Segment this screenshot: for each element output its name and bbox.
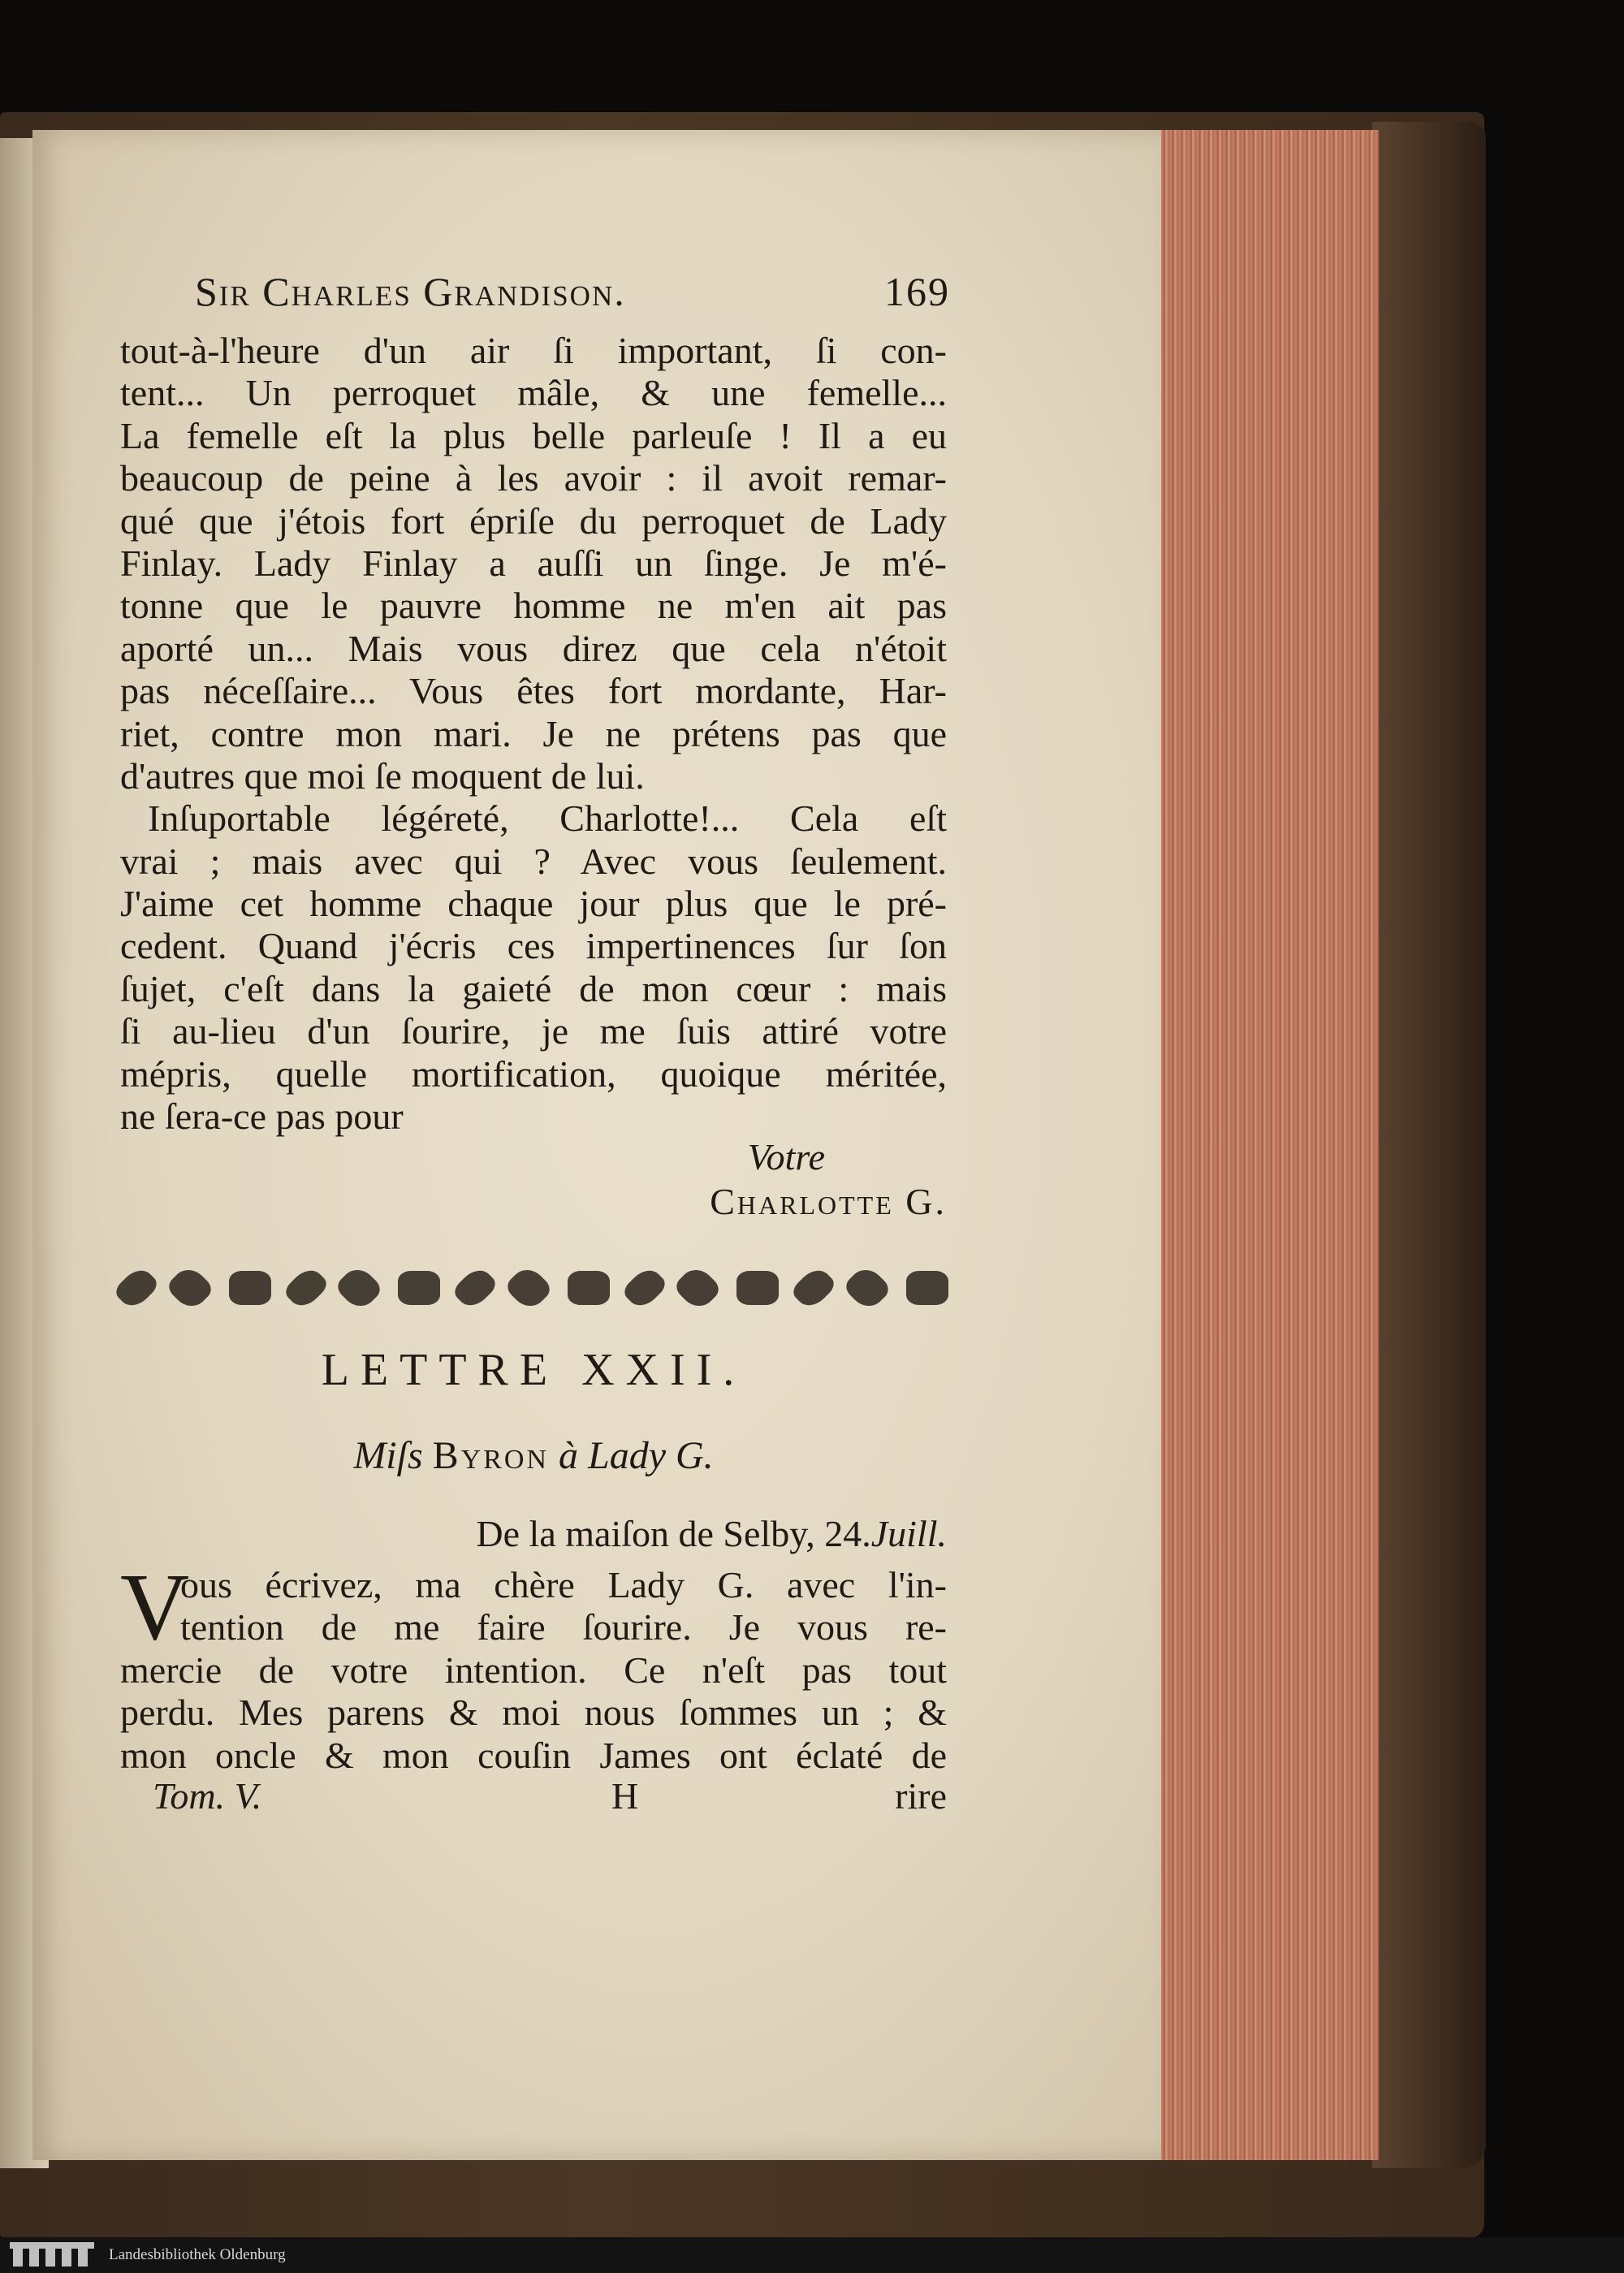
ornament-icon — [620, 1264, 668, 1312]
text-line: mercie de votre intention. Ce n'eſt pas tout — [120, 1649, 947, 1691]
page-number: 169 — [884, 269, 950, 314]
text-line: tention de me faire ſourire. Je vous re- — [180, 1606, 947, 1649]
dateline — [120, 1512, 947, 1555]
text-line: mon oncle & mon couſin James ont éclaté de — [120, 1734, 947, 1776]
addressee-prep: à — [559, 1434, 579, 1477]
text-line: beaucoup de peine à les avoir : il avoit remar- — [120, 457, 947, 499]
dateline-place: De la maiſon de Selby, 24. — [476, 1513, 871, 1554]
text-line: Finlay. Lady Finlay a auſſi un ſinge. Je m'é- — [120, 542, 947, 584]
letter-body — [120, 1554, 947, 1776]
text-line: tout-à-l'heure d'un air ſi important, ſi con- — [120, 330, 947, 371]
catchword: rire — [895, 1775, 947, 1817]
ornament-icon — [736, 1271, 779, 1305]
ornament-icon — [503, 1263, 554, 1313]
dateline-month: Juill. — [870, 1513, 947, 1554]
text-line: perdu. Mes parens & moi nous ſommes un ; & — [120, 1692, 947, 1734]
text-line: qué que j'étois fort épriſe du perroquet de Lady — [120, 499, 947, 542]
ornament-icon — [568, 1271, 610, 1305]
ornament-icon — [334, 1263, 384, 1313]
closing-word: Votre — [747, 1136, 825, 1178]
text-line: riet, contre mon mari. Je ne prétens pas que — [120, 712, 947, 754]
ornament-icon — [165, 1263, 215, 1313]
ornament-icon — [451, 1264, 499, 1312]
ornament-icon — [842, 1263, 892, 1313]
text-line: J'aime cet homme chaque jour plus que le pré- — [120, 883, 947, 925]
text-line: ne ſera-ce pas pour — [120, 1095, 404, 1138]
running-head-title: Sir Charles Grandison. — [195, 269, 626, 314]
text-line: ſi au-lieu d'un ſourire, je me ſuis attiré votre — [120, 1010, 947, 1052]
text-line: ſujet, c'eſt dans la gaieté de mon cœur : mais — [120, 967, 947, 1009]
text-line: tent... Un perroquet mâle, & une femelle... — [120, 372, 947, 414]
ornament-icon — [398, 1271, 440, 1305]
text-line: La femelle eſt la plus belle parleuſe ! Il a eu — [120, 414, 947, 456]
running-head — [195, 268, 950, 317]
ornament-icon — [789, 1264, 837, 1312]
addressee-from: Miſs — [353, 1434, 423, 1477]
library-bar — [0, 2237, 1624, 2273]
ornament-icon — [906, 1271, 948, 1305]
body-text — [120, 329, 947, 1137]
letter-heading: LETTRE XXII. — [321, 1345, 746, 1395]
page-fore-edge — [1157, 130, 1379, 2160]
text-line: cedent. Quand j'écris ces impertinences ſur ſon — [120, 925, 947, 967]
page-footer — [120, 1774, 947, 1823]
signature-mark: H — [611, 1775, 639, 1817]
text-line: ous écrivez, ma chère Lady G. avec l'in- — [180, 1564, 947, 1605]
volume-number: Tom. V. — [153, 1775, 262, 1817]
letter-addressee — [120, 1433, 947, 1478]
library-building-icon — [6, 2242, 97, 2268]
text-line: pas néceſſaire... Vous êtes fort mordante, Har- — [120, 670, 947, 712]
closing-signature: Charlotte G. — [710, 1181, 947, 1222]
book-cover-edge — [1372, 122, 1486, 2168]
text-line: Inſuportable légéreté, Charlotte!... Cela eſt — [148, 797, 947, 840]
ornament-band — [122, 1263, 948, 1313]
text-line: vrai ; mais avec qui ? Avec vous ſeulement. — [120, 840, 947, 882]
drop-cap: V — [120, 1554, 190, 1660]
ornament-icon — [229, 1271, 271, 1305]
ornament-icon — [672, 1263, 723, 1313]
ornament-icon — [282, 1264, 330, 1312]
text-line: d'autres que moi ſe moquent de lui. — [120, 754, 645, 797]
addressee-to: Lady G. — [588, 1434, 714, 1477]
addressee-from-name: Byron — [432, 1434, 550, 1477]
text-line: aporté un... Mais vous direz que cela n'étoit — [120, 627, 947, 669]
library-name: Landesbibliothek Oldenburg — [109, 2246, 286, 2263]
text-line: tonne que le pauvre homme ne m'en ait pas — [120, 585, 947, 627]
text-line: mépris, quelle mortification, quoique méritée, — [120, 1052, 947, 1095]
